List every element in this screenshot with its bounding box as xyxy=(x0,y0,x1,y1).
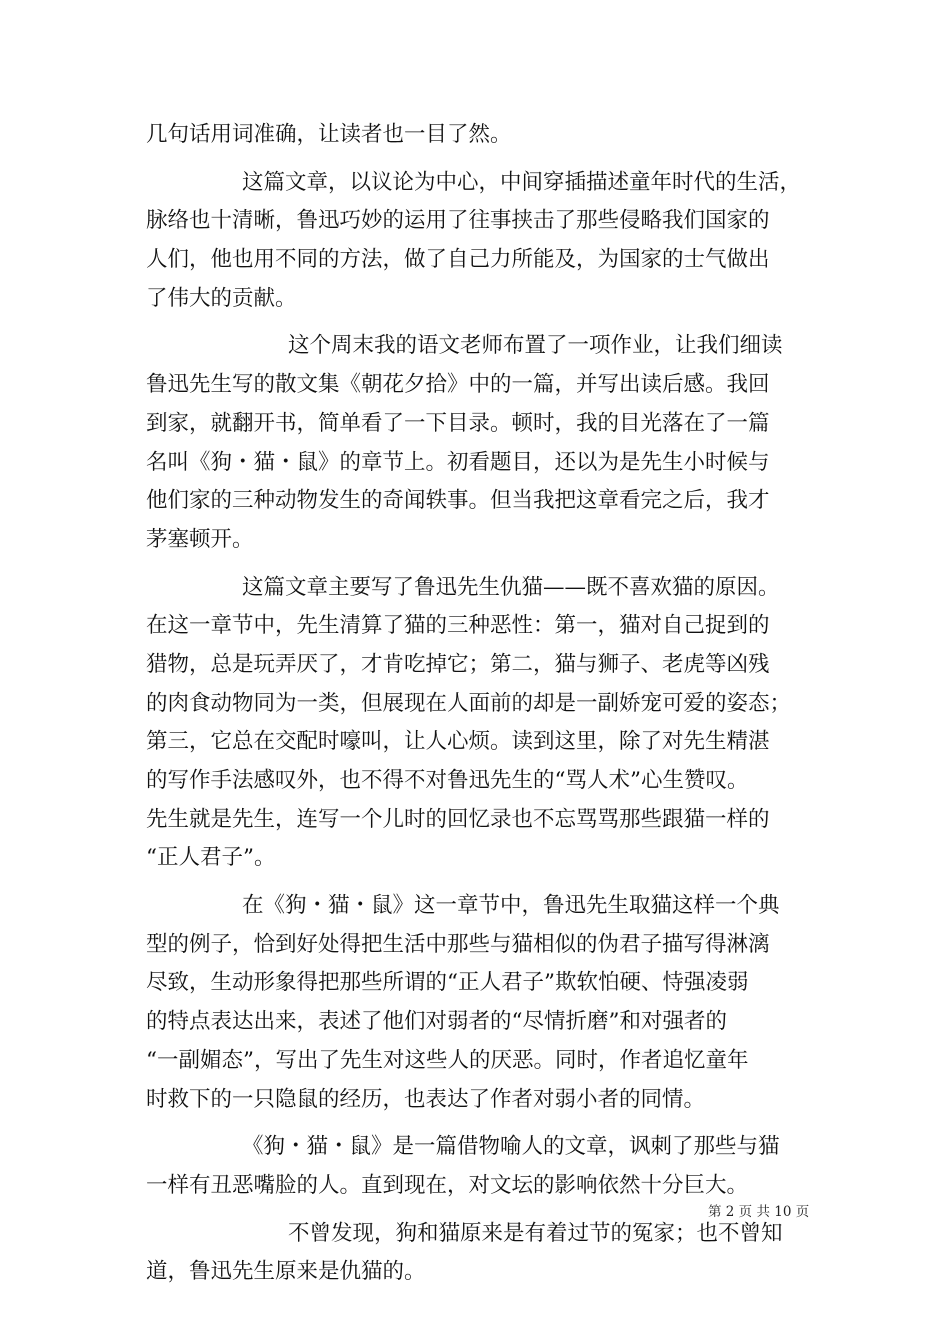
paragraph xyxy=(146,1215,810,1292)
text-line: 一样有丑恶嘴脸的人。直到现在，对文坛的影响依然十分巨大。 xyxy=(146,1172,749,1198)
text-line: 猎物，总是玩弄厌了，才肯吃掉它；第二，猫与狮子、老虎等凶残 xyxy=(146,651,770,677)
text-line: 尽致，生动形象得把那些所谓的“正人君子”欺软怕硬、恃强凌弱 xyxy=(146,970,749,996)
text-line: 《狗・猫・鼠》是一篇借物喻人的文章，讽刺了那些与猫 xyxy=(242,1134,780,1160)
text-line: 时救下的一只隐鼠的经历，也表达了作者对弱小者的同情。 xyxy=(146,1086,706,1112)
paragraph xyxy=(146,887,810,1119)
text-line: 到家，就翻开书，简单看了一下目录。顿时，我的目光落在了一篇 xyxy=(146,410,770,436)
text-line: 的特点表达出来，表述了他们对弱者的“尽情折磨”和对强者的 xyxy=(146,1009,727,1035)
text-line: 先生就是先生，连写一个儿时的回忆录也不忘骂骂那些跟猫一样的 xyxy=(146,806,770,832)
text-line: 茅塞顿开。 xyxy=(146,526,254,552)
text-line: 这篇文章主要写了鲁迅先生仇猫——既不喜欢猫的原因。 xyxy=(242,574,780,600)
text-line: “一副媚态”，写出了先生对这些人的厌恶。同时，作者追忆童年 xyxy=(146,1047,749,1073)
text-line: 型的例子，恰到好处得把生活中那些与猫相似的伪君子描写得淋漓 xyxy=(146,931,770,957)
text-line: 名叫《狗・猫・鼠》的章节上。初看题目，还以为是先生小时候与 xyxy=(146,449,770,475)
text-line: 第三，它总在交配时嚎叫，让人心烦。读到这里，除了对先生精湛 xyxy=(146,729,770,755)
text-line: 的写作手法感叹外，也不得不对鲁迅先生的“骂人术”心生赞叹。 xyxy=(146,768,749,793)
text-line: 这篇文章，以议论为中心，中间穿插描述童年时代的生活， xyxy=(242,169,802,195)
paragraph xyxy=(146,164,810,319)
text-line: 道，鲁迅先生原来是仇猫的。 xyxy=(146,1259,426,1285)
document-body xyxy=(146,116,810,1292)
paragraph xyxy=(146,569,810,879)
text-line: 他们家的三种动物发生的奇闻轶事。但当我把这章看完之后，我才 xyxy=(146,488,770,514)
text-line: 鲁迅先生写的散文集《朝花夕拾》中的一篇，并写出读后感。我回 xyxy=(146,372,770,398)
text-line: 几句话用词准确，让读者也一目了然。 xyxy=(146,122,512,147)
text-line: 了伟大的贡献。 xyxy=(146,285,297,311)
paragraph xyxy=(146,116,810,155)
paragraph xyxy=(146,1128,810,1205)
text-line: 在这一章节中，先生清算了猫的三种恶性：第一，猫对自己捉到的 xyxy=(146,613,770,639)
text-line: 人们，他也用不同的方法，做了自己力所能及，为国家的士气做出 xyxy=(146,247,770,273)
text-line: 的肉食动物同为一类，但展现在人面前的却是一副娇宠可爱的姿态； xyxy=(146,690,792,716)
text-line: 脉络也十清晰，鲁迅巧妙的运用了往事挟击了那些侵略我们国家的 xyxy=(146,208,770,234)
text-line: 不曾发现，狗和猫原来是有着过节的冤家；也不曾知 xyxy=(288,1220,783,1246)
text-line: 在《狗・猫・鼠》这一章节中，鲁迅先生取猫这样一个典 xyxy=(242,893,780,919)
paragraph xyxy=(146,327,810,559)
text-line: 这个周末我的语文老师布置了一项作业，让我们细读 xyxy=(288,333,783,359)
text-line: “正人君子”。 xyxy=(146,845,276,871)
page-number-footer: 第 2 页 共 10 页 xyxy=(708,1204,810,1220)
